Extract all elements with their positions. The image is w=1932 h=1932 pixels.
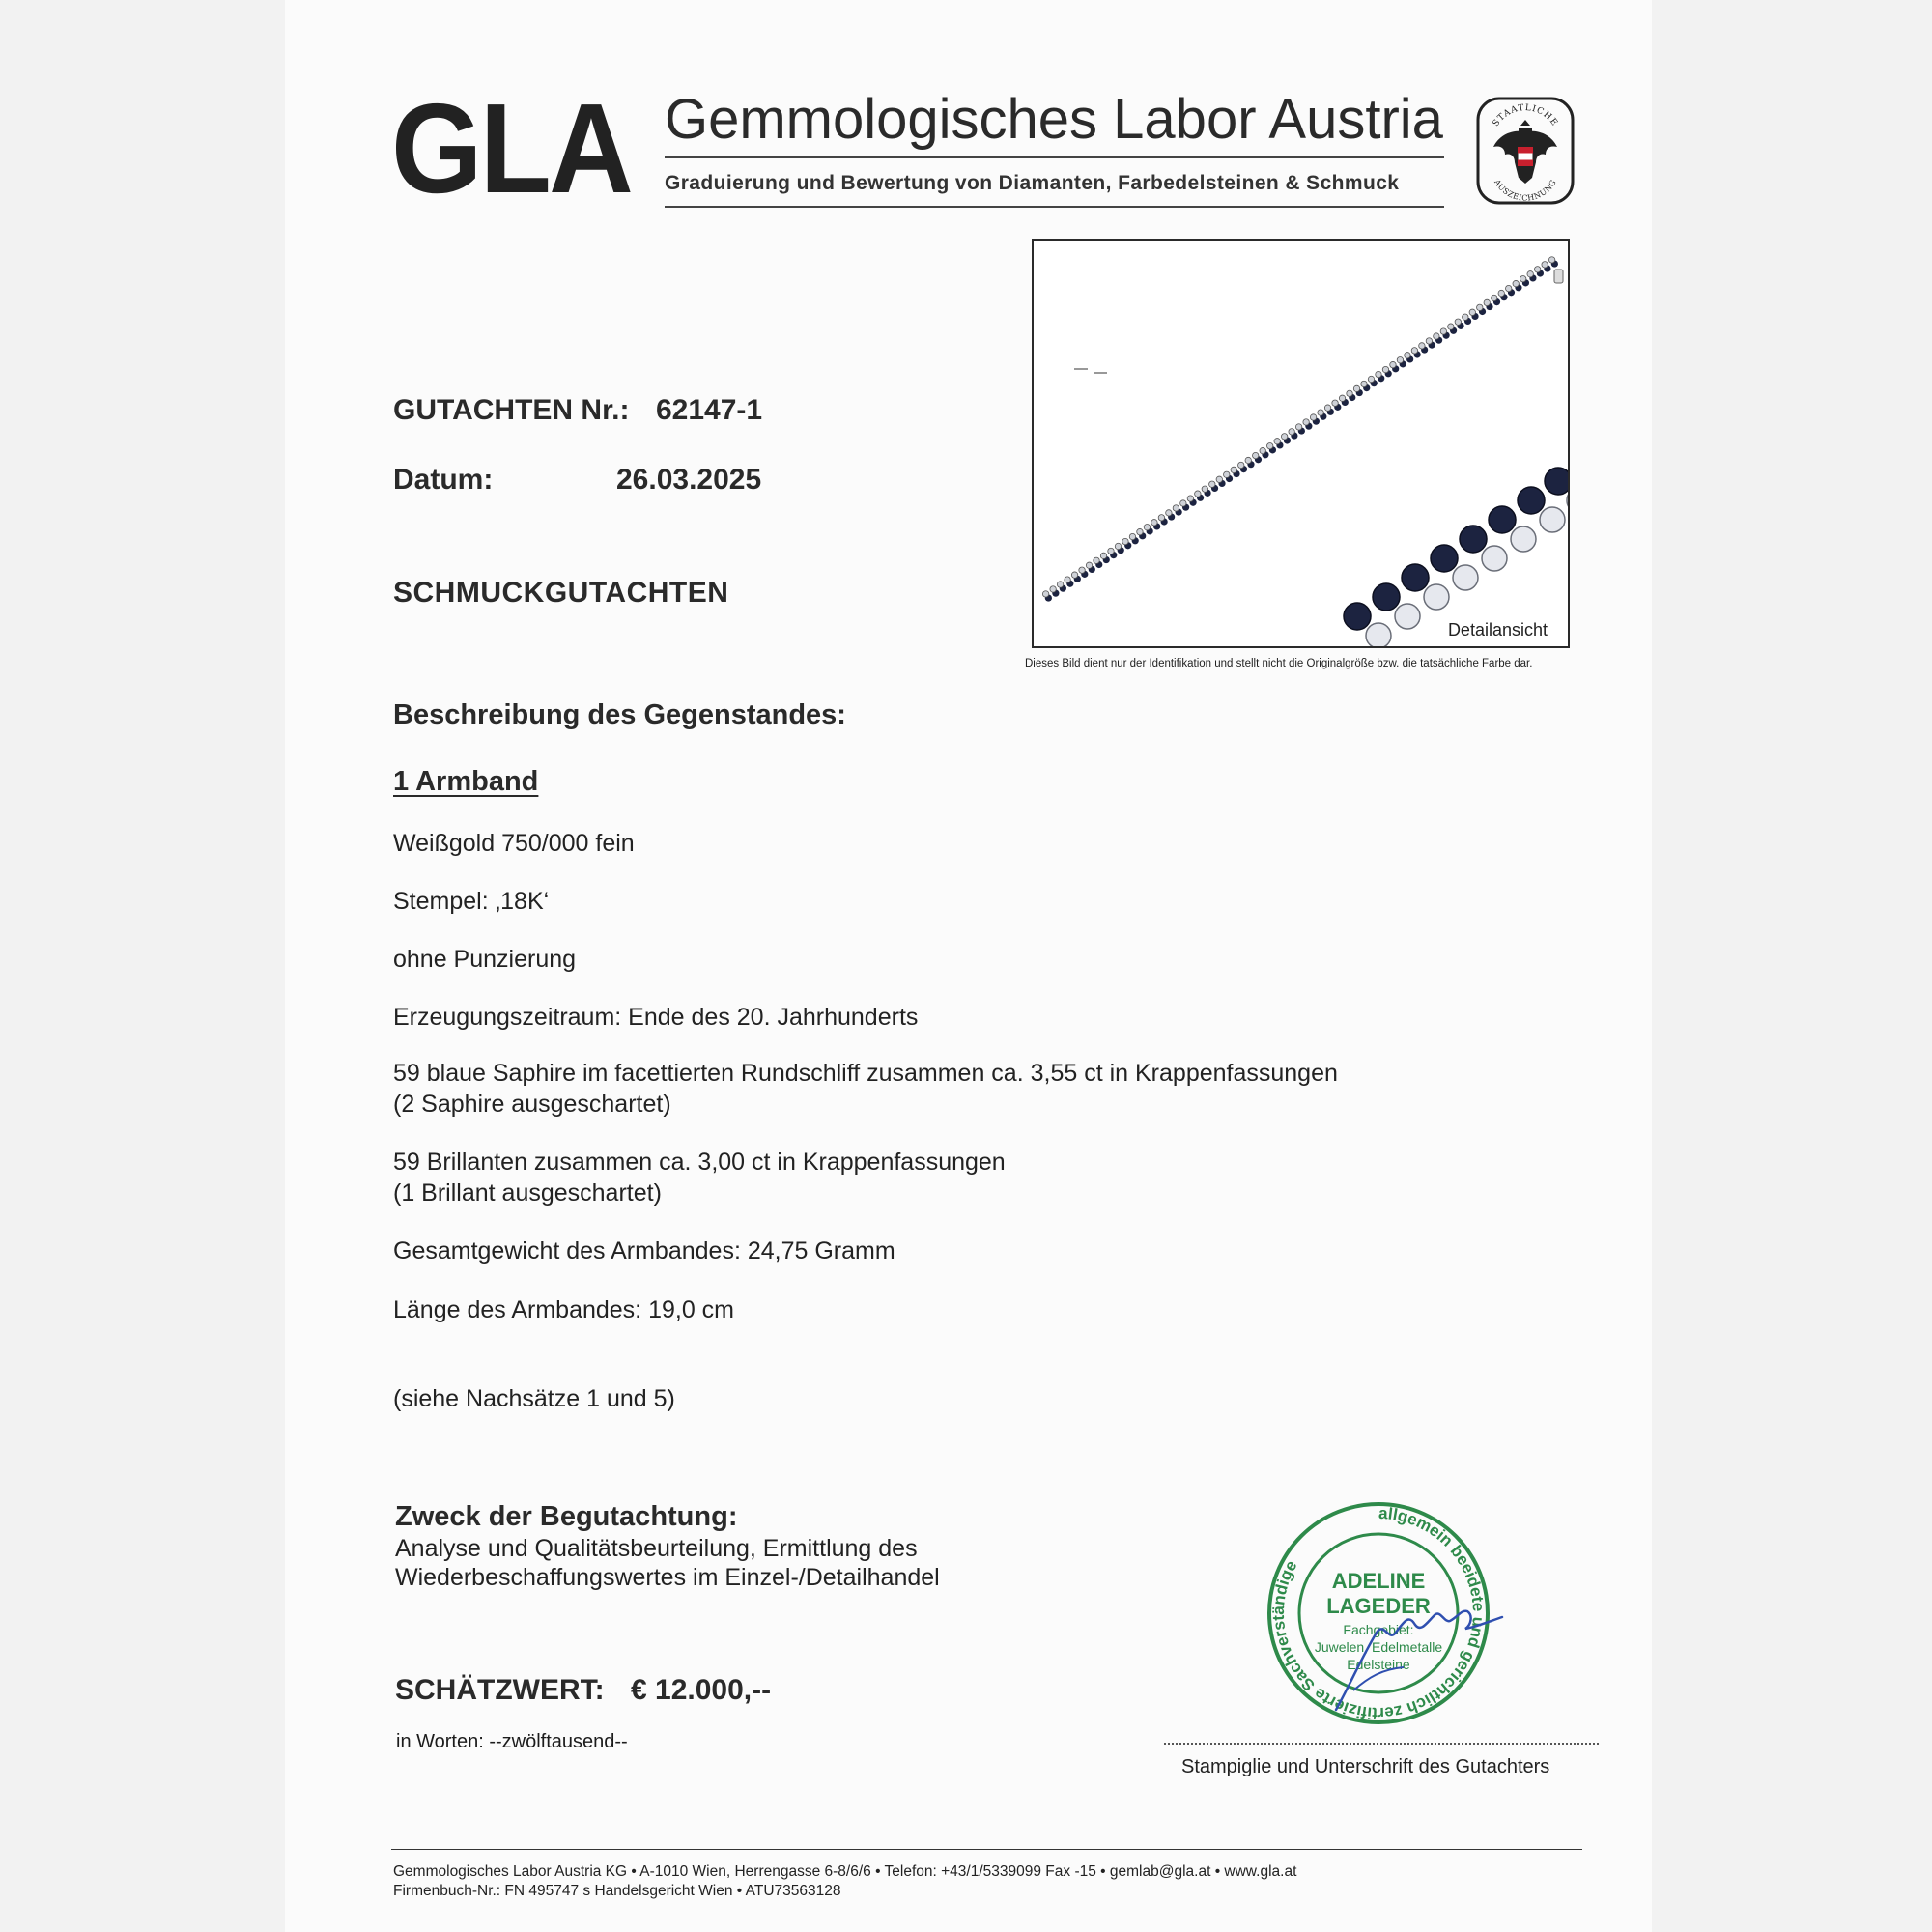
stamp-line-1: Fachgebiet: (1343, 1622, 1414, 1637)
header-rule-bottom (665, 206, 1444, 208)
diamond-stone (1231, 467, 1236, 472)
length-line: Länge des Armbandes: 19,0 cm (393, 1296, 735, 1323)
photo-caption: Dieses Bild dient nur der Identifikation und stellt nicht die Originalgröße bzw. die tatsächliche Farbe dar. (1025, 658, 1533, 669)
diamond-stone (1151, 520, 1157, 526)
diamond-stone (1426, 338, 1432, 344)
detail-diamond (1453, 565, 1478, 590)
detail-sapphire (1545, 468, 1568, 495)
annex-note: (siehe Nachsätze 1 und 5) (393, 1385, 675, 1412)
diamond-stone (1520, 275, 1525, 281)
diamond-stone (1353, 385, 1359, 391)
item-title: 1 Armband (393, 766, 539, 797)
detail-diamond (1366, 623, 1391, 646)
detail-sapphire (1344, 603, 1371, 630)
diamond-stone (1173, 505, 1179, 511)
diamond-stone (1071, 572, 1077, 578)
diamond-stone (1347, 390, 1352, 396)
valuation-label: SCHÄTZWERT: (395, 1674, 605, 1706)
diamond-stone (1463, 314, 1468, 320)
diamond-stone (1137, 528, 1143, 534)
detail-diamond (1395, 604, 1420, 629)
diamond-stone (1238, 462, 1244, 468)
diamond-stone (1057, 582, 1063, 587)
stamp-line: Stempel: ‚18K‘ (393, 888, 550, 915)
diamond-stone (1324, 405, 1330, 411)
diamond-stone (1477, 304, 1483, 310)
diamond-stone (1332, 400, 1338, 406)
diamond-stone (1339, 395, 1345, 401)
stamp-ring-text: allgemein beeidete und gerichtlich zertifizierte Sachverständige (1268, 1503, 1489, 1723)
diamond-stone (1390, 361, 1396, 367)
diamond-stone (1108, 548, 1114, 554)
certificate-page (285, 0, 1652, 1932)
diamond-stone (1376, 371, 1381, 377)
diamond-stone (1455, 319, 1461, 325)
report-type: SCHMUCKGUTACHTEN (393, 577, 729, 609)
diamond-stone (1411, 348, 1417, 354)
diamond-stone (1224, 471, 1230, 477)
report-date: 26.03.2025 (616, 464, 762, 496)
diamond-stone (1245, 457, 1251, 463)
diamond-stone (1166, 510, 1172, 516)
diamond-stone (1158, 515, 1164, 521)
expert-stamp-with-signature (1261, 1488, 1541, 1739)
signature-label: Stampiglie und Unterschrift des Gutachters (1181, 1756, 1550, 1777)
diamond-stone (1122, 538, 1128, 544)
diamond-stone (1361, 381, 1367, 386)
footer-address: Gemmologisches Labor Austria KG • A-1010 Wien, Herrengasse 6-8/6/6 • Telefon: +43/1/5339099 Fax -15 • gemlab@gla.at • www.gla.at (393, 1863, 1297, 1880)
diamond-stone (1202, 486, 1208, 492)
period-line: Erzeugungszeitraum: Ende des 20. Jahrhunderts (393, 1004, 919, 1031)
diamond-stone (1216, 476, 1222, 482)
metal-line: Weißgold 750/000 fein (393, 830, 635, 857)
seal-text-bottom: AUSZEICHNUNG (1492, 178, 1558, 203)
diamond-stone (1448, 324, 1454, 329)
diamond-stone (1310, 414, 1316, 420)
purpose-line-1: Analyse und Qualitätsbeurteilung, Ermittlung des (395, 1535, 918, 1562)
detail-sapphire (1518, 487, 1545, 514)
diamond-stone (1050, 586, 1056, 592)
austrian-eagle-seal-icon (1476, 97, 1575, 205)
hallmark-line: ohne Punzierung (393, 946, 577, 973)
diamond-stone (1094, 557, 1099, 563)
lab-subtitle: Graduierung und Bewertung von Diamanten, Farbedelsteinen & Schmuck (665, 172, 1400, 194)
sapphires-note: (2 Saphire ausgeschartet) (393, 1091, 671, 1118)
diamond-stone (1274, 439, 1280, 444)
diamond-stone (1534, 267, 1540, 272)
footer-rule (391, 1849, 1582, 1850)
detail-sapphire (1489, 506, 1516, 533)
diamond-stone (1115, 543, 1121, 549)
stamp-name-2: LAGEDER (1326, 1594, 1431, 1618)
diamond-stone (1100, 553, 1106, 558)
diamond-stone (1368, 376, 1374, 382)
footer-registry: Firmenbuch-Nr.: FN 495747 s Handelsgericht Wien • ATU73563128 (393, 1883, 841, 1899)
diamond-stone (1295, 424, 1301, 430)
seal-text-top: STAATLICHE (1491, 103, 1560, 128)
detail-sapphire (1402, 564, 1429, 591)
diamond-stone (1492, 295, 1497, 300)
diamond-stone (1086, 562, 1092, 568)
valuation-words: in Worten: --zwölftausend-- (396, 1731, 628, 1752)
valuation-value: € 12.000,-- (631, 1674, 772, 1706)
lab-name: Gemmologisches Labor Austria (665, 88, 1443, 151)
diamond-stone (1289, 429, 1294, 435)
diamond-stone (1506, 285, 1512, 291)
diamonds-note: (1 Brillant ausgeschartet) (393, 1179, 662, 1207)
detail-view-label: Detailansicht (1445, 620, 1550, 640)
diamond-stone (1397, 357, 1403, 363)
report-date-label: Datum: (393, 464, 494, 496)
diamond-stone (1542, 262, 1548, 268)
diamond-stone (1065, 577, 1070, 582)
diamond-stone (1498, 290, 1504, 296)
stamp-name-1: ADELINE (1331, 1569, 1426, 1593)
weight-line: Gesamtgewicht des Armbandes: 24,75 Gramm (393, 1237, 895, 1264)
diamond-stone (1129, 533, 1135, 539)
stamp-line-2: Juwelen, Edelmetalle (1314, 1639, 1443, 1655)
diamond-stone (1548, 257, 1554, 263)
diamond-stone (1187, 496, 1193, 501)
diamond-stone (1419, 343, 1425, 349)
diamond-stone (1405, 353, 1410, 358)
stamp-line-3: Edelsteine (1347, 1657, 1410, 1672)
diamond-stone (1209, 481, 1215, 487)
diamond-stone (1144, 525, 1150, 530)
description-heading: Beschreibung des Gegenstandes: (393, 699, 846, 730)
detail-diamond (1424, 584, 1449, 610)
diamond-stone (1253, 452, 1259, 458)
detail-sapphire (1373, 583, 1400, 611)
report-number-label: GUTACHTEN Nr.: (393, 394, 630, 426)
diamond-stone (1469, 309, 1475, 315)
detail-diamond (1540, 507, 1565, 532)
diamond-stone (1180, 500, 1186, 506)
diamond-stone (1303, 419, 1309, 425)
diamond-stone (1484, 299, 1490, 305)
detail-sapphire (1460, 526, 1487, 553)
bracelet-photo (1032, 239, 1570, 648)
diamond-stone (1434, 333, 1439, 339)
diamond-stone (1318, 410, 1323, 415)
diamond-stone (1260, 447, 1265, 453)
diamond-stone (1513, 280, 1519, 286)
purpose-heading: Zweck der Begutachtung: (395, 1501, 738, 1532)
diamond-stone (1042, 591, 1048, 597)
report-number: 62147-1 (656, 394, 763, 426)
purpose-line-2: Wiederbeschaffungswertes im Einzel-/Detailhandel (395, 1564, 940, 1591)
header-rule-top (665, 156, 1444, 158)
detail-diamond (1511, 526, 1536, 552)
diamond-stone (1527, 271, 1533, 277)
diamonds-line: 59 Brillanten zusammen ca. 3,00 ct in Krappenfassungen (393, 1149, 1006, 1176)
diamond-stone (1281, 434, 1287, 440)
signature-line (1164, 1743, 1599, 1745)
gla-logo: GLA (391, 77, 632, 219)
sapphires-line: 59 blaue Saphire im facettierten Rundschliff zusammen ca. 3,55 ct in Krappenfassungen (393, 1060, 1338, 1087)
diamond-stone (1079, 567, 1085, 573)
diamond-stone (1266, 442, 1272, 448)
detail-diamond (1482, 546, 1507, 571)
detail-sapphire (1431, 545, 1458, 572)
diamond-stone (1440, 328, 1446, 334)
diamond-stone (1195, 491, 1201, 497)
diamond-stone (1382, 366, 1388, 372)
